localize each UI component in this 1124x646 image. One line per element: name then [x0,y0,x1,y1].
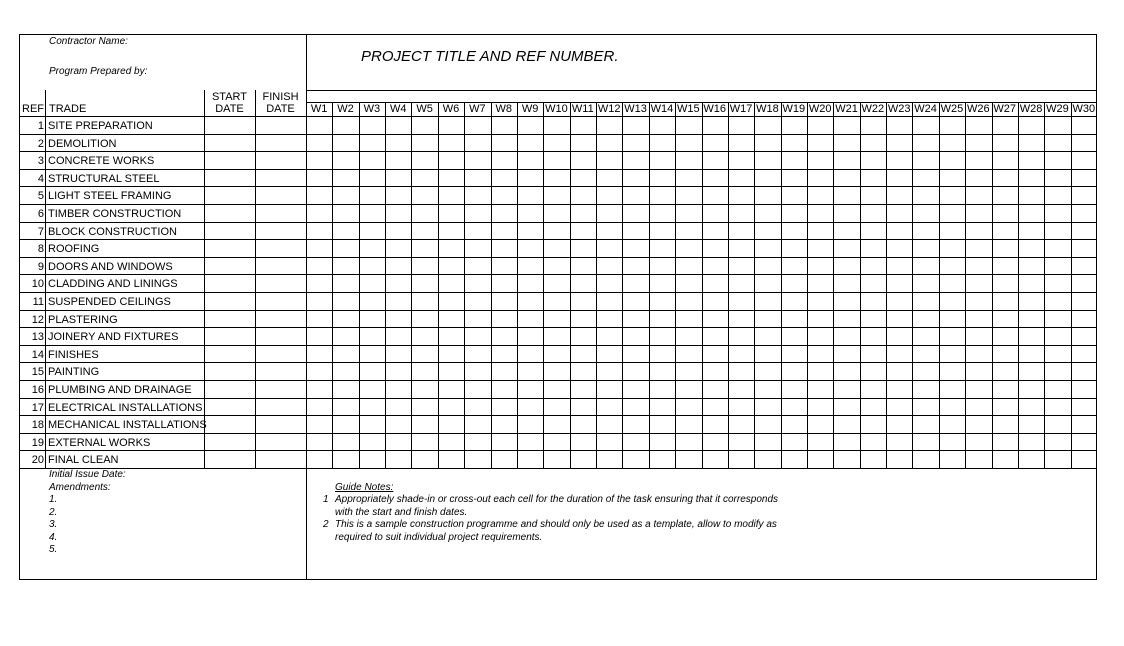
ref-column-divider [45,90,46,468]
row-separator [20,239,1097,240]
week-column-divider [728,102,729,468]
row-trade: TIMBER CONSTRUCTION [48,208,182,220]
week-header-4: W4 [390,103,407,115]
row-trade: BLOCK CONSTRUCTION [48,225,177,238]
row-ref: 1 [37,120,44,132]
week-header-8: W8 [495,103,512,115]
week-column-divider [860,102,861,468]
week-header-20: W20 [808,103,832,115]
row-ref: 17 [31,401,44,414]
row-separator [20,222,1097,223]
week-header-10: W10 [545,103,568,115]
week-column-divider [543,102,544,468]
week-header-29: W29 [1046,103,1069,115]
row-separator [20,415,1097,416]
amendments-label: Amendments: [49,482,111,493]
amendment-item: 4. [49,531,58,543]
week-header-21: W21 [835,103,858,115]
row-ref: 4 [37,172,44,185]
row-ref: 12 [31,313,44,326]
row-separator [20,327,1097,328]
row-ref: 20 [31,454,44,467]
row-ref: 15 [31,366,44,379]
row-trade: JOINERY AND FIXTURES [48,331,179,344]
week-header-26: W26 [967,103,990,115]
trade-column-divider [204,90,205,468]
contractor-name-label: Contractor Name: [49,36,128,47]
row-ref: 5 [37,190,44,203]
row-ref: 6 [37,208,44,220]
title-underline [306,90,1097,91]
week-column-divider [385,102,386,468]
week-column-divider [992,102,993,468]
row-trade: EXTERNAL WORKS [48,436,151,449]
start-date-header-line2: DATE [215,103,244,115]
week-column-divider [939,102,940,468]
row-trade: SUSPENDED CEILINGS [48,296,171,308]
start-column-divider [255,90,256,468]
row-separator [20,362,1097,363]
row-trade: LIGHT STEEL FRAMING [48,190,172,203]
amendment-item: 2. [49,506,58,518]
week-header-11: W11 [571,103,594,115]
week-header-1: W1 [310,103,328,115]
row-ref: 10 [31,278,44,291]
week-column-divider [1018,102,1019,468]
week-header-16: W16 [703,103,726,115]
week-column-divider [675,102,676,468]
week-header-7: W7 [469,103,486,115]
row-trade: CONCRETE WORKS [48,155,155,168]
row-separator [20,186,1097,187]
week-column-divider [1071,102,1072,468]
week-header-3: W3 [363,103,381,115]
amendment-item: 1. [49,494,58,505]
note-1-line1: Appropriately shade-in or cross-out each cell for the duration of the task ensuring that it corresponds [335,494,779,505]
row-separator [20,274,1097,275]
week-column-divider [464,102,465,468]
week-header-27: W27 [993,103,1017,115]
row-ref: 18 [31,419,44,432]
week-column-divider [517,102,518,468]
row-separator [20,345,1097,346]
week-column-divider [622,102,623,468]
row-ref: 9 [37,260,44,273]
row-trade: ROOFING [48,243,100,256]
row-ref: 11 [32,296,44,308]
week-column-divider [491,102,492,468]
row-separator [20,380,1097,381]
row-separator [20,450,1097,451]
start-date-header-line1: START [211,91,248,103]
row-separator [20,151,1097,152]
week-column-divider [833,102,834,468]
row-trade: SITE PREPARATION [48,120,153,132]
row-separator [20,310,1097,311]
amendment-item: 5. [49,544,58,555]
note-1-line2: with the start and finish dates. [335,507,468,518]
week-header-22: W22 [861,103,885,115]
grid-bottom-line [20,468,1097,469]
row-separator [20,169,1097,170]
week-header-28: W28 [1019,103,1043,115]
week-column-divider [411,102,412,468]
week-column-divider [754,102,755,468]
week-header-14: W14 [650,103,674,115]
week-column-divider [359,102,360,468]
row-trade: ELECTRICAL INSTALLATIONS [48,401,203,414]
note-1-number: 1 [323,494,329,505]
row-ref: 16 [31,384,44,396]
row-trade: FINAL CLEAN [48,454,119,467]
week-column-divider [332,102,333,468]
row-separator [20,204,1097,205]
week-header-9: W9 [521,103,539,115]
row-trade: STRUCTURAL STEEL [48,172,160,185]
week-column-divider [570,102,571,468]
week-header-5: W5 [416,103,433,115]
week-column-divider [438,102,439,468]
row-trade: CLADDING AND LININGS [48,278,178,291]
week-column-divider [596,102,597,468]
row-ref: 2 [37,137,44,150]
week-header-12: W12 [597,103,621,115]
row-separator [20,292,1097,293]
week-column-divider [702,102,703,468]
row-ref: 3 [37,155,44,168]
week-column-divider [649,102,650,468]
week-column-divider [807,102,808,468]
finish-date-header-line1: FINISH [262,91,299,103]
week-header-6: W6 [442,103,460,115]
week-column-divider [965,102,966,468]
main-column-divider [306,35,307,580]
row-ref: 14 [31,348,44,361]
week-column-divider [912,102,913,468]
row-trade: MECHANICAL INSTALLATIONS [48,419,207,432]
row-trade: FINISHES [48,348,99,361]
week-header-17: W17 [729,103,753,115]
program-prepared-label: Program Prepared by: [49,66,148,77]
row-trade: PAINTING [48,366,100,379]
finish-date-header-line2: DATE [266,103,295,115]
week-header-2: W2 [337,103,354,115]
amendment-item: 3. [49,519,58,530]
week-header-19: W19 [782,103,806,115]
guide-notes-title: Guide Notes: [335,482,394,493]
row-ref: 19 [31,436,44,449]
row-trade: PLASTERING [48,313,118,326]
project-title: PROJECT TITLE AND REF NUMBER. [361,48,619,65]
week-column-divider [1044,102,1045,468]
note-2-number: 2 [323,519,329,530]
week-header-24: W24 [914,103,937,115]
row-separator [20,257,1097,258]
week-header-25: W25 [940,103,964,115]
week-column-divider [886,102,887,468]
row-trade: DEMOLITION [48,137,117,150]
week-header-13: W13 [624,103,647,115]
row-separator [20,134,1097,135]
row-ref: 8 [37,243,44,256]
week-header-18: W18 [756,103,779,115]
week-column-divider [781,102,782,468]
row-separator [20,398,1097,399]
row-ref: 13 [31,331,44,344]
note-2-line1: This is a sample construction programme and should only be used as a template, allow to modify as [335,519,777,530]
week-header-30: W30 [1072,103,1096,115]
note-2-line2: required to suit individual project requirements. [335,532,543,543]
initial-issue-date-label: Initial Issue Date: [49,469,126,480]
week-header-15: W15 [676,103,700,115]
row-ref: 7 [37,225,44,238]
row-separator [20,433,1097,434]
construction-programme-sheet [19,34,1097,580]
week-header-23: W23 [887,103,911,115]
ref-header: REF [22,103,44,115]
trade-header: TRADE [49,103,87,115]
header-bottom-line [20,116,1097,117]
row-trade: PLUMBING AND DRAINAGE [48,384,192,396]
row-trade: DOORS AND WINDOWS [48,260,173,273]
